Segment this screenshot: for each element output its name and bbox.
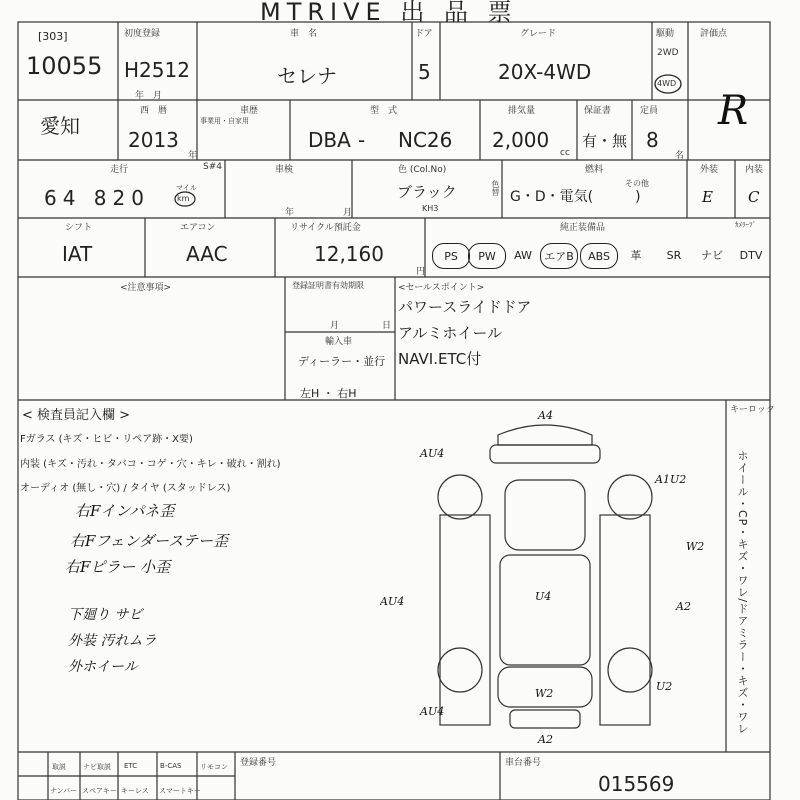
inspection-year-unit: 年 [285, 208, 295, 218]
mileage-unit-km: km [177, 194, 190, 203]
year-value: 2013 [128, 128, 179, 152]
notes-label: <注意事項> [120, 283, 172, 293]
handwritten-note-2: 右Fフェンダーステー歪 [70, 532, 229, 550]
doors-value: 5 [418, 60, 431, 84]
displacement-label: 排気量 [508, 106, 536, 116]
drive-2wd: 2WD [657, 48, 679, 58]
warranty-value: 有・無 [582, 132, 628, 150]
warranty-label: 保証書 [584, 106, 612, 116]
equipment-item: DTV [739, 248, 763, 262]
bottom-remote: リモコン [200, 763, 228, 771]
equipment-item: PS [432, 243, 470, 269]
reg-doc-month: 月 [330, 321, 340, 331]
equipment-label: 純正装備品 [560, 223, 606, 233]
grade-label: グレード [520, 29, 557, 39]
bottom-etc: ETC [124, 762, 138, 770]
first-reg-label: 初度登録 [124, 29, 161, 39]
bottom-plate: ナンバー [50, 787, 78, 795]
equipment-extra: ｶﾒﾗｰﾌﾞ [735, 221, 756, 229]
recycle-value: 12,160 [314, 242, 384, 266]
displacement-unit: cc [560, 148, 570, 158]
score-label: 評価点 [700, 29, 728, 39]
bottom-manual: 取説 [52, 763, 66, 771]
equipment-item: 革 [630, 249, 642, 262]
first-reg-unit: 年 月 [135, 91, 163, 101]
handwritten-note-1: 右Fインパネ歪 [75, 502, 175, 520]
diagram-label-front-right: A1U2 [655, 473, 687, 486]
bottom-smart-key: スマートキー [159, 787, 201, 795]
diagram-label-right-door: W2 [686, 540, 705, 553]
diagram-label-left-side: AU4 [380, 595, 405, 608]
exterior-label: 外装 [700, 165, 719, 175]
model-code: NC26 [398, 128, 453, 152]
first-reg-value: H2512 [124, 58, 190, 82]
handwritten-note-4: 下廻り サビ [68, 607, 143, 623]
equipment-item: AW [514, 248, 532, 262]
mileage-unit-mile: マイル [176, 184, 197, 192]
region: 愛知 [40, 114, 80, 138]
car-damage-diagram [380, 405, 720, 750]
color-value: ブラック [397, 183, 457, 201]
interior-value: C [748, 188, 760, 206]
reg-number-label: 登録番号 [240, 758, 277, 768]
sales-point-1: パワースライドドア [398, 298, 532, 316]
fuel-value: G・D・電気( ) [510, 189, 641, 205]
bottom-nav-manual: ナビ取説 [83, 763, 111, 771]
chassis-value: 015569 [598, 772, 675, 796]
diagram-label-rear-right: U2 [656, 680, 673, 693]
inspector-interior: 内装 (キズ・汚れ・タバコ・コゲ・穴・キレ・破れ・割れ) [20, 459, 281, 470]
equipment-item: エアB [540, 243, 578, 269]
diagram-label-right-rear: A2 [676, 600, 691, 613]
inspection-month-unit: 月 [343, 208, 353, 218]
inspector-label: < 検査員記入欄 > [22, 408, 131, 423]
model-dash: - [358, 128, 366, 152]
keylock-label: キーロック [730, 405, 775, 415]
mileage-label: 走行 [110, 165, 129, 175]
year-label: 西 暦 [140, 106, 168, 116]
interior-label: 内装 [745, 165, 764, 175]
reg-doc-day: 日 [382, 321, 392, 331]
aircon-value: AAC [186, 242, 228, 266]
drive-4wd: 4WD [657, 79, 677, 88]
model-label: 型 式 [370, 106, 398, 116]
car-history-sub: 事業用・自家用 [200, 117, 249, 125]
exterior-value: E [702, 188, 713, 206]
diagram-label-front: A4 [538, 409, 553, 422]
form-title: MTRIVE 出 品 票 [260, 0, 518, 26]
sales-point-3: NAVI.ETC付 [398, 350, 482, 368]
import-value: ディーラー・並行 [298, 355, 386, 368]
doors-label: ドア [415, 29, 433, 39]
inspection-label: 車検 [275, 165, 294, 175]
drive-label: 駆動 [656, 29, 675, 39]
bottom-keyless: キーレス [121, 787, 149, 795]
equipment-item: ABS [580, 243, 618, 269]
color-code: KH3 [422, 204, 439, 213]
fuel-other: その他 [625, 179, 649, 188]
mileage-sub: S#4 [203, 162, 222, 172]
grade-value: 20X-4WD [498, 60, 592, 84]
car-name-value: セレナ [277, 64, 337, 88]
equipment-item: PW [468, 243, 506, 269]
diagram-label-back: A2 [538, 733, 553, 746]
diagram-label-rear-left: AU4 [420, 705, 445, 718]
car-history-label: 車歴 [240, 106, 259, 116]
lot-number: 10055 [26, 52, 103, 80]
lot-bracket-number: [303] [38, 30, 68, 43]
inspector-audio: オーディオ (無し・穴) / タイヤ (スタッドレス) [20, 483, 231, 494]
mileage-value: 64 820 [44, 186, 150, 210]
inspector-f-glass: Fガラス (キズ・ヒビ・リペア跡・X要) [20, 434, 193, 445]
shift-label: シフト [65, 223, 93, 233]
sales-point-2: アルミホイール [398, 324, 503, 342]
equipment-item: SR [666, 248, 682, 262]
capacity-unit: 名 [675, 151, 685, 161]
handwritten-note-3: 右Fピラー 小歪 [65, 558, 171, 576]
sales-points-label: <セールスポイント> [398, 283, 485, 293]
recycle-label: リサイクル預託金 [290, 223, 361, 233]
score-value: R [718, 88, 749, 134]
model-prefix: DBA [308, 128, 351, 152]
bottom-spare-key: スペアキー [82, 787, 117, 795]
bottom-bcas: B-CAS [160, 762, 182, 770]
equipment-item: ナビ [701, 249, 723, 262]
diagram-label-front-left: AU4 [420, 447, 445, 460]
fuel-label: 燃料 [585, 165, 604, 175]
shift-value: IAT [62, 242, 93, 266]
capacity-label: 定員 [640, 106, 659, 116]
displacement-value: 2,000 [492, 128, 550, 152]
handwritten-note-5: 外装 汚れムラ [68, 633, 157, 649]
import-steering: 左H ・ 右H [300, 387, 357, 400]
diagram-label-roof: U4 [535, 590, 552, 603]
car-name-label: 車 名 [290, 29, 318, 39]
import-label: 輸入車 [325, 337, 353, 347]
diagram-label-rear: W2 [535, 687, 554, 700]
aircon-label: エアコン [180, 223, 216, 233]
chassis-label: 車台番号 [505, 758, 542, 768]
year-unit: 年 [188, 151, 198, 161]
side-checklist: ホイール・CP・キズ・ワレ/ドアミラー・キズ・ワレ [736, 450, 749, 736]
color-change: 色替 [491, 180, 500, 196]
reg-doc-label: 登録証明書有効期限 [292, 281, 364, 290]
color-label: 色 (Col.No) [398, 165, 447, 175]
capacity-value: 8 [646, 128, 659, 152]
handwritten-note-6: 外ホイール [68, 659, 138, 675]
recycle-unit: 円 [416, 267, 426, 277]
